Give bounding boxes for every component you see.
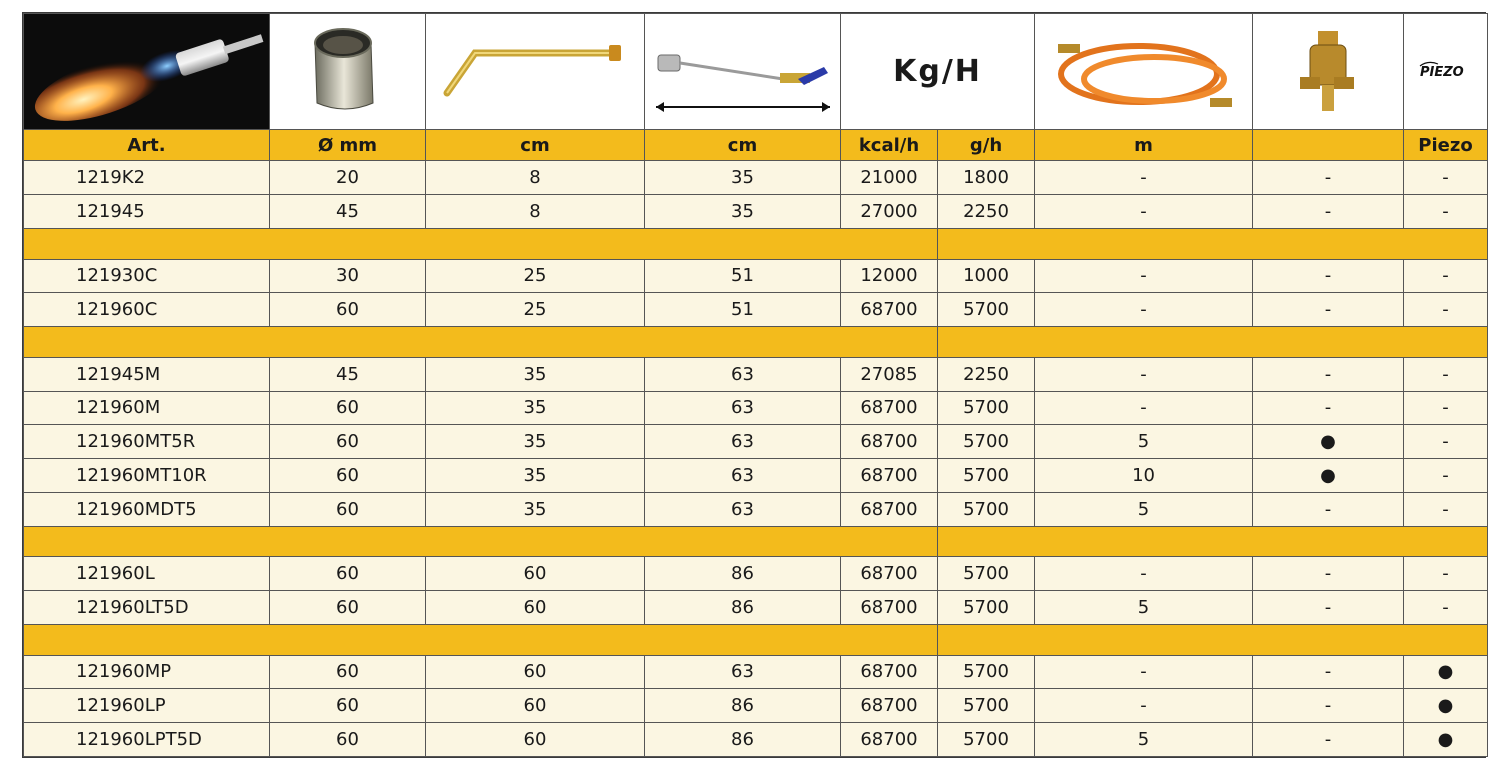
table-row	[24, 492, 1488, 526]
separator-band-right	[938, 526, 1488, 557]
regulator-cell: -	[1253, 655, 1404, 689]
col-header-art: Art.	[24, 129, 270, 161]
table-row	[24, 557, 1488, 591]
hose-length-cell: -	[1035, 357, 1253, 391]
gh-cell: 5700	[938, 425, 1035, 459]
art-cell: 121960LT5D	[24, 591, 270, 625]
hose-image	[1035, 14, 1253, 130]
regulator-cell: -	[1253, 259, 1404, 293]
col-header-total-length: cm	[645, 129, 841, 161]
col-header-tube-length: cm	[426, 129, 645, 161]
diameter-cell: 60	[270, 655, 426, 689]
total-length-cell: 63	[645, 357, 841, 391]
hose-length-cell: 5	[1035, 591, 1253, 625]
hose-length-cell: -	[1035, 161, 1253, 195]
gh-cell: 5700	[938, 723, 1035, 757]
regulator-cell: -	[1253, 293, 1404, 327]
piezo-cell: -	[1404, 161, 1488, 195]
tube-length-cell: 35	[426, 492, 645, 526]
piezo-cell: -	[1404, 557, 1488, 591]
kcal-cell: 68700	[841, 459, 938, 493]
piezo-cell: -	[1404, 195, 1488, 229]
regulator-cell: -	[1253, 492, 1404, 526]
tube-length-cell: 35	[426, 425, 645, 459]
separator-band-left	[24, 327, 938, 358]
diameter-cell: 60	[270, 689, 426, 723]
total-length-cell: 35	[645, 161, 841, 195]
kcal-cell: 21000	[841, 161, 938, 195]
hose-length-cell: 5	[1035, 425, 1253, 459]
regulator-cell: -	[1253, 391, 1404, 425]
separator-band-right	[938, 228, 1488, 259]
col-header-diameter: Ø mm	[270, 129, 426, 161]
diameter-cell: 45	[270, 357, 426, 391]
piezo-cell: ●	[1404, 689, 1488, 723]
table-row	[24, 391, 1488, 425]
art-cell: 121960MT5R	[24, 425, 270, 459]
kcal-cell: 68700	[841, 425, 938, 459]
hose-length-cell: -	[1035, 391, 1253, 425]
kcal-cell: 68700	[841, 689, 938, 723]
total-length-cell: 63	[645, 459, 841, 493]
diameter-cell: 30	[270, 259, 426, 293]
table-row	[24, 425, 1488, 459]
hose-length-cell: -	[1035, 557, 1253, 591]
art-cell: 121960M	[24, 391, 270, 425]
art-cell: 121960LPT5D	[24, 723, 270, 757]
gh-cell: 2250	[938, 195, 1035, 229]
image-header-row	[24, 14, 1488, 130]
product-table-sheet	[22, 12, 1486, 758]
col-header-gh: g/h	[938, 129, 1035, 161]
gh-cell: 5700	[938, 391, 1035, 425]
separator-band-right	[938, 327, 1488, 358]
gh-cell: 5700	[938, 689, 1035, 723]
group-separator-row	[24, 526, 1488, 557]
col-header-regulator	[1253, 129, 1404, 161]
kcal-cell: 68700	[841, 655, 938, 689]
tube-length-cell: 25	[426, 293, 645, 327]
hose-length-cell: 5	[1035, 492, 1253, 526]
diameter-cell: 60	[270, 425, 426, 459]
table-row	[24, 259, 1488, 293]
diameter-cell: 45	[270, 195, 426, 229]
table-row	[24, 293, 1488, 327]
kcal-cell: 68700	[841, 492, 938, 526]
tube-length-cell: 60	[426, 557, 645, 591]
art-cell: 121960MT10R	[24, 459, 270, 493]
separator-band-left	[24, 228, 938, 259]
piezo-cell: -	[1404, 259, 1488, 293]
kcal-cell: 68700	[841, 391, 938, 425]
kg-per-hour-label: Kg/H	[841, 14, 1035, 130]
gh-cell: 5700	[938, 459, 1035, 493]
regulator-cell: -	[1253, 723, 1404, 757]
piezo-cell: -	[1404, 459, 1488, 493]
gh-cell: 5700	[938, 557, 1035, 591]
kcal-cell: 68700	[841, 591, 938, 625]
gh-cell: 5700	[938, 293, 1035, 327]
total-length-cell: 63	[645, 655, 841, 689]
tube-length-cell: 8	[426, 195, 645, 229]
table-row	[24, 161, 1488, 195]
table-row	[24, 591, 1488, 625]
column-header-row	[24, 129, 1488, 161]
tube-length-cell: 35	[426, 391, 645, 425]
regulator-cell: -	[1253, 591, 1404, 625]
art-cell: 121960MDT5	[24, 492, 270, 526]
tube-length-cell: 60	[426, 723, 645, 757]
piezo-cell: -	[1404, 591, 1488, 625]
hose-length-cell: -	[1035, 293, 1253, 327]
bent-tube-image	[426, 14, 645, 130]
kcal-cell: 27000	[841, 195, 938, 229]
kcal-cell: 68700	[841, 557, 938, 591]
piezo-cell: -	[1404, 293, 1488, 327]
hose-length-cell: 5	[1035, 723, 1253, 757]
gh-cell: 2250	[938, 357, 1035, 391]
hose-length-cell: 10	[1035, 459, 1253, 493]
diameter-cell: 60	[270, 591, 426, 625]
total-length-cell: 86	[645, 591, 841, 625]
gh-cell: 1800	[938, 161, 1035, 195]
tube-length-cell: 25	[426, 259, 645, 293]
art-cell: 1219K2	[24, 161, 270, 195]
total-length-cell: 86	[645, 557, 841, 591]
total-length-cell: 35	[645, 195, 841, 229]
col-header-kcal: kcal/h	[841, 129, 938, 161]
piezo-cell: -	[1404, 357, 1488, 391]
burner-head-image	[270, 14, 426, 130]
piezo-cell: -	[1404, 391, 1488, 425]
art-cell: 121930C	[24, 259, 270, 293]
tube-length-cell: 60	[426, 689, 645, 723]
kcal-cell: 12000	[841, 259, 938, 293]
gh-cell: 1000	[938, 259, 1035, 293]
diameter-cell: 60	[270, 723, 426, 757]
total-length-cell: 63	[645, 492, 841, 526]
diameter-cell: 60	[270, 293, 426, 327]
table-row	[24, 357, 1488, 391]
group-separator-row	[24, 624, 1488, 655]
regulator-cell: -	[1253, 557, 1404, 591]
piezo-cell: ●	[1404, 655, 1488, 689]
total-length-cell: 63	[645, 425, 841, 459]
piezo-logo-text: PIEZO	[1419, 65, 1464, 81]
tube-length-cell: 60	[426, 655, 645, 689]
art-cell: 121960MP	[24, 655, 270, 689]
table-row	[24, 459, 1488, 493]
gh-cell: 5700	[938, 591, 1035, 625]
piezo-cell: -	[1404, 492, 1488, 526]
diameter-cell: 60	[270, 492, 426, 526]
gh-cell: 5700	[938, 492, 1035, 526]
regulator-cell: -	[1253, 161, 1404, 195]
regulator-cell: -	[1253, 357, 1404, 391]
table-row	[24, 195, 1488, 229]
tube-length-cell: 35	[426, 357, 645, 391]
product-table	[23, 13, 1488, 757]
regulator-image	[1253, 14, 1404, 130]
total-length-cell: 63	[645, 391, 841, 425]
piezo-cell: ●	[1404, 723, 1488, 757]
separator-band-left	[24, 526, 938, 557]
piezo-cell: -	[1404, 425, 1488, 459]
hose-length-cell: -	[1035, 655, 1253, 689]
art-cell: 121945M	[24, 357, 270, 391]
group-separator-row	[24, 327, 1488, 358]
diameter-cell: 60	[270, 557, 426, 591]
kcal-cell: 68700	[841, 723, 938, 757]
tube-length-cell: 35	[426, 459, 645, 493]
regulator-cell: ●	[1253, 425, 1404, 459]
art-cell: 121945	[24, 195, 270, 229]
art-cell: 121960L	[24, 557, 270, 591]
table-row	[24, 655, 1488, 689]
total-length-cell: 86	[645, 689, 841, 723]
total-length-cell: 51	[645, 293, 841, 327]
regulator-cell: ●	[1253, 459, 1404, 493]
table-row	[24, 723, 1488, 757]
gh-cell: 5700	[938, 655, 1035, 689]
tube-length-cell: 8	[426, 161, 645, 195]
burner-flame-image	[24, 14, 270, 130]
tube-length-cell: 60	[426, 591, 645, 625]
torch-length-image	[645, 14, 841, 130]
regulator-cell: -	[1253, 195, 1404, 229]
piezo-logo	[1404, 14, 1488, 130]
diameter-cell: 60	[270, 459, 426, 493]
diameter-cell: 60	[270, 391, 426, 425]
hose-length-cell: -	[1035, 259, 1253, 293]
col-header-hose-length: m	[1035, 129, 1253, 161]
total-length-cell: 86	[645, 723, 841, 757]
separator-band-left	[24, 624, 938, 655]
kcal-cell: 68700	[841, 293, 938, 327]
diameter-cell: 20	[270, 161, 426, 195]
hose-length-cell: -	[1035, 689, 1253, 723]
separator-band-right	[938, 624, 1488, 655]
hose-length-cell: -	[1035, 195, 1253, 229]
col-header-piezo: Piezo	[1404, 129, 1488, 161]
table-row	[24, 689, 1488, 723]
regulator-cell: -	[1253, 689, 1404, 723]
group-separator-row	[24, 228, 1488, 259]
art-cell: 121960LP	[24, 689, 270, 723]
kcal-cell: 27085	[841, 357, 938, 391]
total-length-cell: 51	[645, 259, 841, 293]
art-cell: 121960C	[24, 293, 270, 327]
